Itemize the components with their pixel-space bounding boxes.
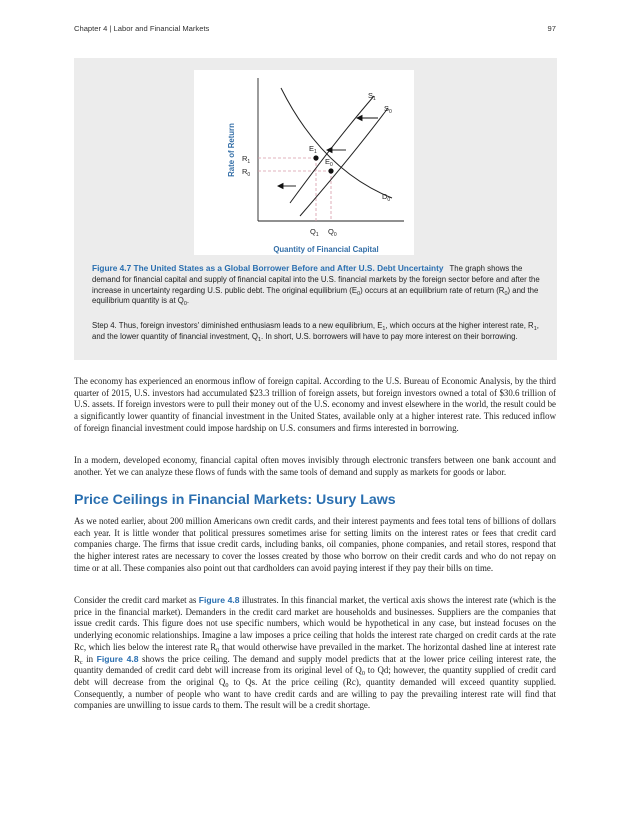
equilibrium-point-e0 <box>328 168 333 173</box>
x-axis-title: Quantity of Financial Capital <box>273 245 379 254</box>
tick-r0: $R_0$ <box>242 167 251 178</box>
supply-demand-graph <box>74 58 557 263</box>
equilibrium-point-e1 <box>313 155 318 160</box>
tick-q1: $Q_1$ <box>310 227 319 238</box>
caption-title: Figure 4.7 The United States as a Global Borrower Before and After U.S. Debt Uncertainty <box>92 263 444 273</box>
paragraph-credit-cards: As we noted earlier, about 200 million Americans own credit cards, and their interest payments and fees total tens of billions of dollars each year. It is little wonder that political pressures sometimes arise for setting limits on the interest rates or fees that credit card companies charge. The firms that issue credit cards, including banks, oil companies, phone companies, and retail stores, respond that the higher interest rates are necessary to cover the losses created by those who borrow on their credit cards and who do not repay on time or at all. These companies also point out that cardholders can avoid paying interest if they pay their bills on time. <box>74 516 556 573</box>
chapter-title: Chapter 4 | Labor and Financial Markets <box>74 24 210 33</box>
figure-step-note: Step 4. Thus, foreign investors' diminished enthusiasm leads to a new equilibrium, $E_1$, which occurs at the higher interest rate, $R_1$, and the lower quantity of financial investment, $Q_1$. In short, U.S. borrowers will have to pay more interest on their borrowing. <box>92 321 539 343</box>
section-heading: Price Ceilings in Financial Markets: Usury Laws <box>74 492 396 508</box>
paragraph-electronic-transfers: In a modern, developed economy, financial capital often moves invisibly through electronic transfers between one bank account and another. Yet we can analyze these flows of funds with the same tools of demand and supply as markets for goods or labor. <box>74 455 556 477</box>
paragraph-foreign-capital: The economy has experienced an enormous inflow of foreign capital. According to the U.S. Bureau of Economic Analysis, by the third quarter of 2015, U.S. investors had accumulated $23.3 trillion of foreign assets, but foreign investors owned a total of $30.6 trillion of U.S. assets. If foreign investors were to pull their money out of the U.S. economy and invest elsewhere in the world, the result could be a significantly lower quantity of financial investment in the United States, available only at a higher interest rate. This reduced inflow of foreign financial investment could impose hardship on U.S. consumers and firms interested in borrowing. <box>74 376 556 433</box>
label-e1: $E_1$ <box>309 144 317 155</box>
tick-r1: $R_1$ <box>242 154 251 165</box>
page-number: 97 <box>547 24 556 33</box>
y-axis-title: Rate of Return <box>227 123 236 177</box>
label-s0: $S_0$ <box>384 104 392 115</box>
figure-4-8-link[interactable]: Figure 4.8 <box>198 595 240 605</box>
label-d0: $D_0$ <box>382 192 391 203</box>
label-s1: $S_1$ <box>368 91 376 102</box>
figure-4-8-link[interactable]: Figure 4.8 <box>96 653 139 664</box>
figure-caption: Figure 4.7 The United States as a Global Borrower Before and After U.S. Debt Uncertainty The graph shows the demand for financial capital and supply of financial capital into the U.S. financial markets by the foreign sector before and after the increase in uncertainty regarding U.S. public debt. The original equilibrium $(E_0)$ occurs at an equilibrium rate of return $(R_0)$ and the equilibrium quantity is at $Q_0$. <box>92 263 540 308</box>
label-e0: $E_0$ <box>325 157 333 168</box>
paragraph-credit-card-market: Consider the credit card market as Figure 4.8 illustrates. In this financial market, the vertical axis shows the interest rate (which is the price in the financial market). Demanders in the credit card market are households and businesses. Suppliers are the companies that issue credit cards. This figure does not use specific numbers, which would be hypothetical in any case, but instead focuses on the underlying economic relationships. Imagine a law imposes a price ceiling that holds the interest rate charged on credit cards at the rate Rc, which lies below the interest rate $R_0$ that would otherwise have prevailed in the market. The horizontal dashed line at interest rate $R_c$ in Figure 4.8 shows the price ceiling. The demand and supply model predicts that at the lower price ceiling interest rate, the quantity demanded of credit card debt will increase from its original level of $Q_0$ to Qd; however, the quantity supplied of credit card debt will decrease from the original $Q_0$ to Qs. At the price ceiling (Rc), quantity demanded will exceed quantity supplied. Consequently, a number of people who want to have credit cards and are willing to pay the prevailing interest rate will find that companies are unwilling to issue cards to them. The result will be a credit shortage. <box>74 595 556 711</box>
figure-4-7 <box>74 58 557 360</box>
running-header <box>74 24 556 36</box>
tick-q0: $Q_0$ <box>328 227 337 238</box>
